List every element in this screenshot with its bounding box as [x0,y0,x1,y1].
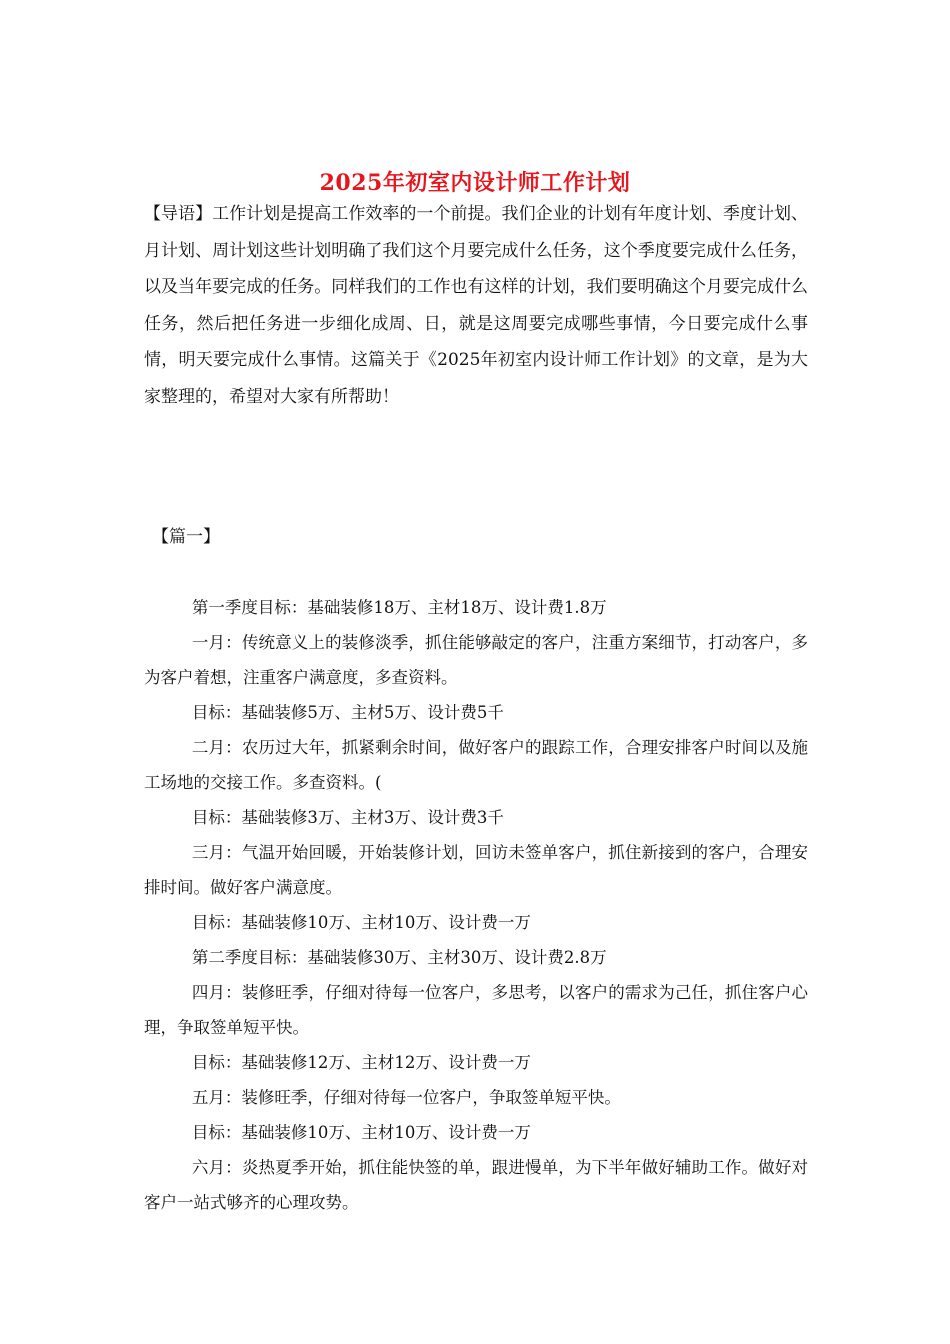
paragraph-march: 三月：气温开始回暖，开始装修计划，回访未签单客户，抓住新接到的客户，合理安排时间。做好客户满意度。 [144,843,808,897]
paragraph-february-goal: 目标：基础装修3万、主材3万、设计费3千 [191,808,504,827]
paragraph-january: 一月：传统意义上的装修淡季，抓住能够敲定的客户，注重方案细节，打动客户，多为客户着想，注重客户满意度，多查资料。 [144,633,808,687]
paragraph-june: 六月：炎热夏季开始，抓住能快签的单，跟进慢单，为下半年做好辅助工作。做好对客户一站式够齐的心理攻势。 [144,1158,808,1212]
intro-paragraph: 【导语】工作计划是提高工作效率的一个前提。我们企业的计划有年度计划、季度计划、月计划、周计划这些计划明确了我们这个月要完成什么任务，这个季度要完成什么任务，以及当年要完成的任务。同样我们的工作也有这样的计划，我们要明确这个月要完成什么任务，然后把任务进一步细化成周、日，就是这周要完成哪些事情，今日要完成什么事情，明天要完成什么事情。这篇关于《2025年初室内设计师工作计划》的文章，是为大家整理的，希望对大家有所帮助！ [144,204,808,407]
paragraph-q2-goal: 第二季度目标：基础装修30万、主材30万、设计费2.8万 [191,948,607,967]
section-label: 【篇一】 [152,527,220,547]
paragraph-q1-goal: 第一季度目标：基础装修18万、主材18万、设计费1.8万 [191,598,607,617]
paragraph-may: 五月：装修旺季，仔细对待每一位客户，争取签单短平快。 [191,1088,621,1107]
plan-body [144,590,808,1220]
paragraph-april: 四月：装修旺季，仔细对待每一位客户，多思考，以客户的需求为己任，抓住客户心理，争取签单短平快。 [144,983,808,1037]
paragraph-april-goal: 目标：基础装修12万、主材12万、设计费一万 [191,1053,531,1072]
paragraph-january-goal: 目标：基础装修5万、主材5万、设计费5千 [191,703,504,722]
paragraph-february: 二月：农历过大年，抓紧剩余时间，做好客户的跟踪工作，合理安排客户时间以及施工场地的交接工作。多查资料。( [144,738,808,792]
paragraph-may-goal: 目标：基础装修10万、主材10万、设计费一万 [191,1123,531,1142]
paragraph-march-goal: 目标：基础装修10万、主材10万、设计费一万 [191,913,531,932]
document-title: 2025年初室内设计师工作计划 [319,169,631,196]
